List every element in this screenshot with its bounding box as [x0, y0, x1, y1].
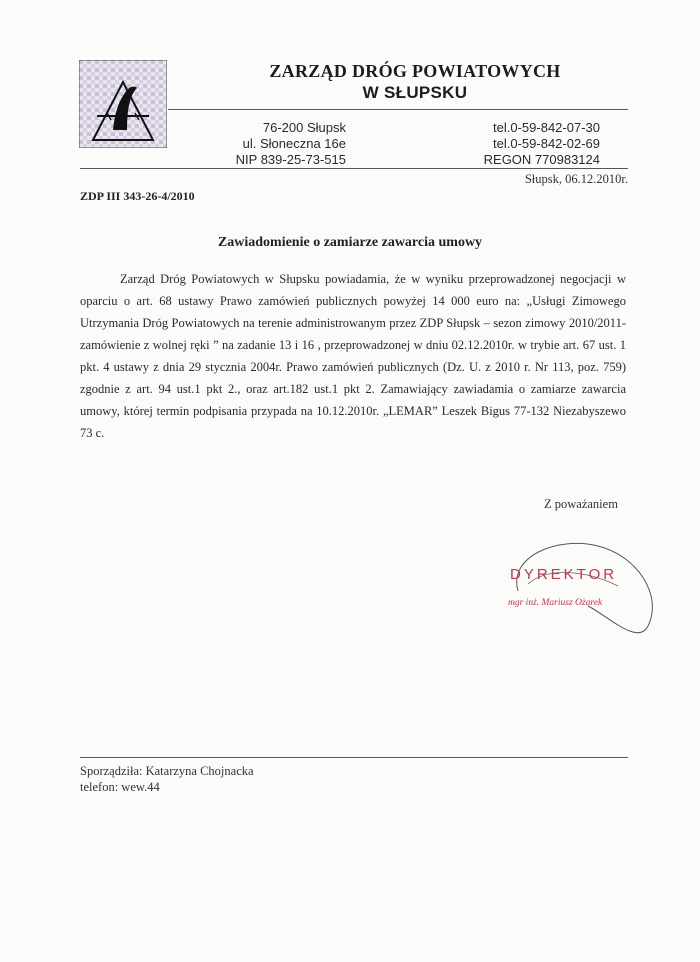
prepared-by: Sporządziła: Katarzyna Chojnacka	[80, 764, 254, 778]
org-contact	[440, 120, 600, 168]
header-bottom-divider	[80, 168, 628, 169]
letter-body	[80, 268, 626, 444]
letter-date: Słupsk, 06.12.2010r.	[524, 172, 628, 186]
body-paragraph: Zarząd Dróg Powiatowych w Słupsku powiadamia, że w wyniku przeprowadzonej negocjacji w oparciu o art. 68 ustawy Prawo zamówień publicznych powyżej 14 000 euro na: „Usługi Zimowego Utrzymania Dróg Powiatowych na terenie administrowanym przez ZDP Słupsk – sezon zimowy 2010/2011- zamówienie z wolnej ręki ” na zadanie 13 i 16 , przeprowadzonej w dniu 02.12.2010r. w trybie art. 67 ust. 1 pkt. 4 ustawy z dnia 29 stycznia 2004r. Prawo zamówień publicznych (Dz. U. z 2010 r. Nr 113, poz. 759) zgodnie z art. 94 ust.1 pkt 2., oraz art.182 ust.1 pkt 2. Zamawiający zawiadamia o zamiarze zawarcia umowy, której termin podpisania przypada na 10.12.2010r. „LEMAR” Leszek Bigus 77-132 Niezabyszewo 73 c.	[80, 272, 626, 440]
closing-phrase: Z poważaniem	[544, 497, 618, 511]
stamp-signer-name: mgr inż. Mariusz Ożarek	[508, 598, 603, 608]
phone-2: tel.0-59-842-02-69	[493, 136, 600, 151]
letter-subject: Zawiadomienie o zamiarze zawarcia umowy	[217, 235, 483, 250]
address-street: ul. Słoneczna 16e	[242, 136, 346, 151]
zdp-logo-icon	[79, 60, 167, 148]
header-divider	[168, 109, 628, 110]
contact-phone: telefon: wew.44	[80, 780, 160, 794]
regon-number: REGON 770983124	[483, 152, 600, 167]
address-city: 76-200 Słupsk	[262, 120, 346, 135]
stamp-title: DYREKTOR	[510, 566, 618, 583]
phone-1: tel.0-59-842-07-30	[493, 120, 600, 135]
signature-stamp-icon	[488, 536, 663, 646]
footer-divider	[80, 757, 628, 758]
address-nip: NIP 839-25-73-515	[235, 152, 346, 167]
org-name-line1: ZARZĄD DRÓG POWIATOWYCH	[269, 61, 561, 81]
org-name-line2: W SŁUPSKU	[362, 83, 468, 102]
reference-number: ZDP III 343-26-4/2010	[80, 189, 195, 203]
org-address	[196, 120, 346, 168]
